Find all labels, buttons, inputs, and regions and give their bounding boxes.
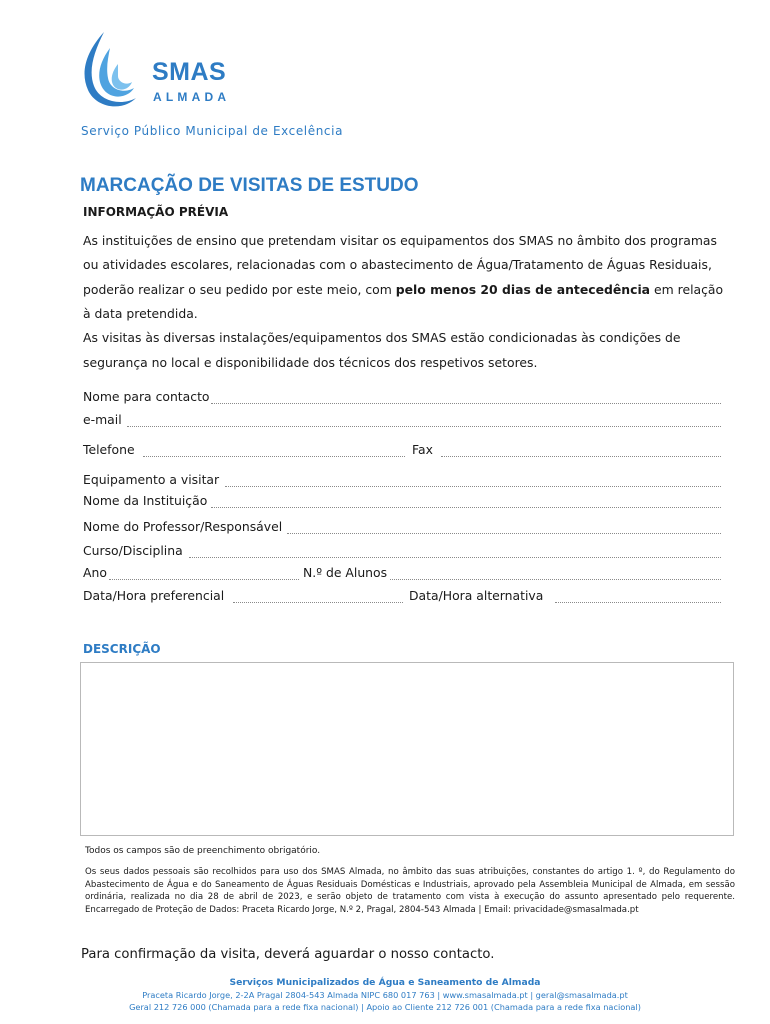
- teacher-field[interactable]: [83, 519, 721, 535]
- logo-wordmark: SMAS: [152, 58, 227, 86]
- privacy-notice: Os seus dados pessoais são recolhidos para uso dos SMAS Almada, no âmbito das suas atribuições, constantes do artigo 1. º, do Regulamento do Abastecimento de Água e do Saneamento de Águas Residuais Domésticas e Industriais, aprovado pela Assembleia Municipal de Almada, em sessão ordinária, realizada no dia 28 de abril de 2023, e serão objeto de tratamento com vista à execução do assunto apresentado pelo requerente. Encarregado de Proteção de Dados: Praceta Ricardo Jorge, N.º 2, Pragal, 2804-543 Almada | Email: privacidade@smasalmada.pt: [85, 867, 735, 915]
- alternative-date-label: Data/Hora alternativa: [409, 588, 544, 603]
- equipment-label: Equipamento a visitar: [83, 472, 220, 487]
- teacher-label: Nome do Professor/Responsável: [83, 519, 283, 534]
- info-line-2: ou atividades escolares, relacionadas com o abastecimento de Água/Tratamento de Águas Residuais,: [83, 257, 712, 272]
- phone-input[interactable]: [143, 456, 405, 457]
- preferred-date-label: Data/Hora preferencial: [83, 588, 225, 603]
- info-line-3: poderão realizar o seu pedido por este meio, com pelo menos 20 dias de antecedência em relação: [83, 282, 724, 297]
- students-input[interactable]: [390, 579, 721, 580]
- deadline-emphasis: pelo menos 20 dias de antecedência: [395, 282, 651, 297]
- institution-input[interactable]: [211, 507, 721, 508]
- year-input[interactable]: [109, 579, 299, 580]
- fax-label: Fax: [412, 442, 433, 457]
- equipment-input[interactable]: [225, 486, 721, 487]
- contact-name-input[interactable]: [211, 403, 721, 404]
- dates-row: [83, 588, 721, 604]
- email-label: e-mail: [83, 412, 122, 427]
- info-line-4: à data pretendida.: [83, 306, 198, 321]
- footer-address: Praceta Ricardo Jorge, 2-2A Pragal 2804-543 Almada NIPC 680 017 763 | www.smasalmada.pt | geral@smasalmada.pt: [142, 990, 628, 1000]
- phone-fax-row: [83, 442, 721, 458]
- description-textarea[interactable]: [80, 662, 734, 836]
- year-label: Ano: [83, 565, 107, 580]
- smas-logo-icon: [78, 30, 142, 114]
- info-line-6: segurança no local e disponibilidade dos técnicos dos respetivos setores.: [83, 355, 538, 370]
- page-title: MARCAÇÃO DE VISITAS DE ESTUDO: [80, 175, 419, 196]
- alternative-date-input[interactable]: [555, 602, 721, 603]
- teacher-input[interactable]: [287, 533, 721, 534]
- institution-field[interactable]: [83, 493, 721, 509]
- footer-phones: Geral 212 726 000 (Chamada para a rede fixa nacional) | Apoio ao Cliente 212 726 001 (Chamada para a rede fixa nacional): [129, 1002, 641, 1012]
- email-input[interactable]: [127, 426, 721, 427]
- course-label: Curso/Disciplina: [83, 543, 183, 558]
- course-input[interactable]: [189, 557, 721, 558]
- info-line-1: As instituições de ensino que pretendam visitar os equipamentos dos SMAS no âmbito dos programas: [83, 233, 717, 248]
- fax-input[interactable]: [441, 456, 721, 457]
- students-label: N.º de Alunos: [303, 565, 388, 580]
- info-heading: INFORMAÇÃO PRÉVIA: [83, 205, 229, 219]
- preferred-date-input[interactable]: [233, 602, 403, 603]
- year-students-row: [83, 565, 721, 581]
- footer-org: Serviços Municipalizados de Água e Saneamento de Almada: [229, 977, 541, 988]
- description-heading: DESCRIÇÃO: [83, 642, 161, 656]
- phone-label: Telefone: [83, 442, 135, 457]
- tagline: Serviço Público Municipal de Excelência: [81, 124, 344, 138]
- confirmation-text: Para confirmação da visita, deverá aguardar o nosso contacto.: [81, 947, 495, 962]
- course-field[interactable]: [83, 543, 721, 559]
- contact-name-label: Nome para contacto: [83, 389, 210, 404]
- institution-label: Nome da Instituição: [83, 493, 208, 508]
- logo-subtitle: ALMADA: [153, 90, 231, 104]
- info-line-5: As visitas às diversas instalações/equipamentos dos SMAS estão condicionadas às condições de: [83, 330, 681, 345]
- email-field[interactable]: [83, 412, 721, 428]
- required-note: Todos os campos são de preenchimento obrigatório.: [85, 846, 321, 856]
- contact-name-field[interactable]: [83, 389, 721, 405]
- equipment-field[interactable]: [83, 472, 721, 488]
